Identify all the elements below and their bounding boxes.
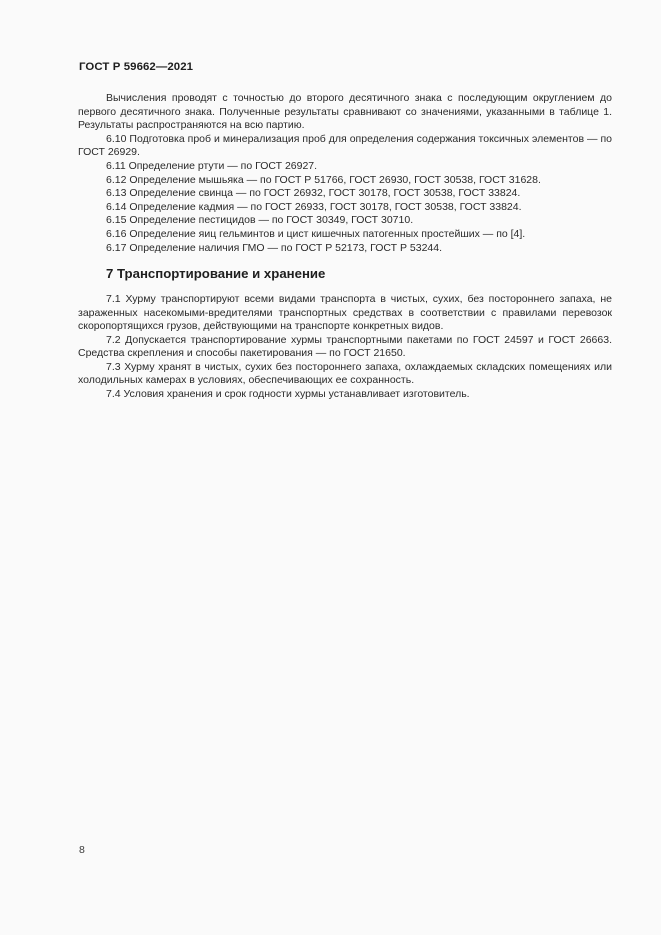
- paragraph-calculation-note: Вычисления проводят с точностью до второго десятичного знака с последующим округлением до первого десятичного знака. Полученные результаты сравнивают со значениями, указанными в таблице 1. Результаты распространяются на всю партию.: [78, 92, 612, 132]
- paragraph-6-15: 6.15 Определение пестицидов — по ГОСТ 30349, ГОСТ 30710.: [106, 214, 414, 227]
- section-6-body: [78, 92, 612, 255]
- document-header-standard-code: ГОСТ Р 59662—2021: [79, 61, 194, 73]
- paragraph-6-12: 6.12 Определение мышьяка — по ГОСТ Р 51766, ГОСТ 26930, ГОСТ 30538, ГОСТ 31628.: [106, 173, 541, 186]
- page-number: 8: [79, 844, 85, 856]
- paragraph-7-3: 7.3 Хурму хранят в чистых, сухих без постороннего запаха, охлаждаемых складских помещениях или холодильных камерах в условиях, обеспечивающих ее сохранность.: [78, 360, 612, 386]
- paragraph-7-2: 7.2 Допускается транспортирование хурмы транспортными пакетами по ГОСТ 24597 и ГОСТ 26663. Средства скрепления и способы пакетирования — по ГОСТ 21650.: [78, 333, 612, 359]
- paragraph-7-1: 7.1 Хурму транспортируют всеми видами транспорта в чистых, сухих, без постороннего запаха, не зараженных насекомыми-вредителями транспортных средствах в соответствии с правилами перевозок скоропортящихся грузов, действующими на транспорте конкретных видов.: [78, 293, 612, 332]
- section-7-body: [78, 293, 612, 401]
- paragraph-6-16: 6.16 Определение яиц гельминтов и цист кишечных патогенных простейших — по [4].: [106, 227, 526, 240]
- paragraph-6-13: 6.13 Определение свинца — по ГОСТ 26932, ГОСТ 30178, ГОСТ 30538, ГОСТ 33824.: [106, 187, 521, 200]
- paragraph-6-11: 6.11 Определение ртути — по ГОСТ 26927.: [106, 159, 318, 172]
- paragraph-6-17: 6.17 Определение наличия ГМО — по ГОСТ Р 52173, ГОСТ Р 53244.: [106, 241, 443, 254]
- paragraph-7-4: 7.4 Условия хранения и срок годности хурмы устанавливает изготовитель.: [106, 387, 470, 400]
- paragraph-6-14: 6.14 Определение кадмия — по ГОСТ 26933, ГОСТ 30178, ГОСТ 30538, ГОСТ 33824.: [106, 200, 522, 213]
- section-7-heading: 7 Транспортирование и хранение: [106, 266, 326, 281]
- paragraph-6-10: 6.10 Подготовка проб и минерализация проб для определения содержания токсичных элементов — по ГОСТ 26929.: [78, 132, 612, 159]
